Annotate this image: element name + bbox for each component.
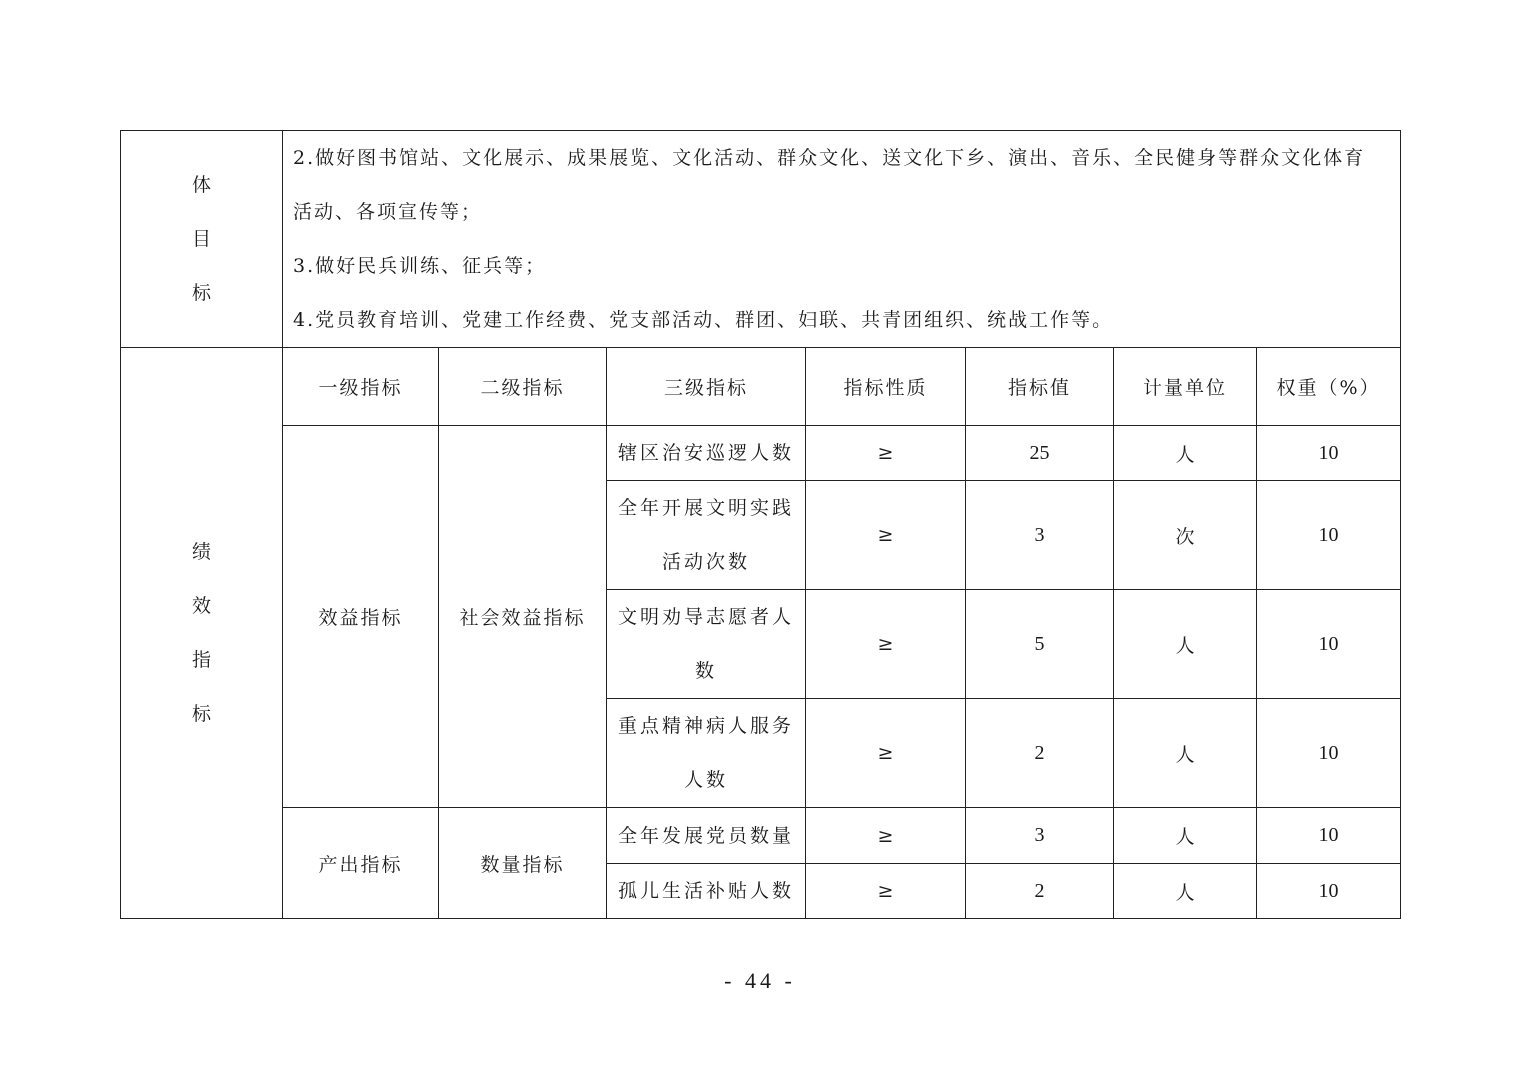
goal-line: 4.党员教育培训、党建工作经费、党支部活动、群团、妇联、共青团组织、统战工作等。 [293,309,1114,331]
level3-line: 全年发展党员数量 [617,824,794,847]
value-cell: 3 [966,808,1114,864]
header-unit: 计量单位 [1114,348,1257,426]
level3-line: 文明劝导志愿者人 [617,606,794,628]
unit-cell: 人 [1114,808,1257,864]
value-cell: 25 [966,426,1114,481]
level3-cell [607,426,806,481]
nature-cell: ≥ [806,481,966,590]
nature-cell: ≥ [806,699,966,808]
goals-label-char: 体 [191,174,211,196]
header-level3: 三级指标 [607,348,806,426]
level3-cell [607,590,806,699]
header-value: 指标值 [966,348,1114,426]
unit-cell: 次 [1114,481,1257,590]
header-row [121,348,1401,426]
header-weight: 权重（%） [1257,348,1401,426]
value-cell: 2 [966,864,1114,919]
level3-line: 重点精神病人服务 [617,715,794,737]
level1-cell: 产出指标 [283,808,439,919]
level3-line: 数 [694,660,717,682]
performance-label-char: 效 [191,595,211,617]
nature-cell: ≥ [806,590,966,699]
nature-cell: ≥ [806,808,966,864]
level2-cell: 社会效益指标 [439,426,607,808]
level2-cell: 数量指标 [439,808,607,919]
level3-line: 辖区治安巡逻人数 [617,442,794,464]
unit-cell: 人 [1114,426,1257,481]
level3-line: 活动次数 [661,551,750,573]
level3-line: 孤儿生活补贴人数 [617,880,794,902]
page-number: - 44 - [724,968,796,993]
header-level2: 二级指标 [439,348,607,426]
goals-label-char: 标 [191,282,211,304]
weight-cell: 10 [1257,699,1401,808]
level3-cell [607,699,806,808]
goals-row [121,131,1401,348]
performance-label-char: 标 [191,703,211,725]
value-cell: 2 [966,699,1114,808]
level1-cell: 效益指标 [283,426,439,808]
goal-line: 3.做好民兵训练、征兵等； [293,255,547,277]
goal-line: 活动、各项宣传等； [293,201,483,223]
header-nature: 指标性质 [806,348,966,426]
level3-line: 人数 [683,769,728,791]
unit-cell: 人 [1114,590,1257,699]
unit-cell: 人 [1114,699,1257,808]
weight-cell: 10 [1257,808,1401,864]
weight-cell: 10 [1257,426,1401,481]
goals-label-cell [121,131,283,348]
level3-line: 全年开展文明实践 [617,497,794,519]
goals-label-char: 目 [191,228,211,250]
weight-cell: 10 [1257,864,1401,919]
performance-table [120,130,1401,919]
value-cell: 5 [966,590,1114,699]
nature-cell: ≥ [806,426,966,481]
table-row [121,426,1401,481]
table-row [121,808,1401,864]
nature-cell: ≥ [806,864,966,919]
level3-cell [607,808,806,864]
unit-cell: 人 [1114,864,1257,919]
weight-cell: 10 [1257,481,1401,590]
weight-cell: 10 [1257,590,1401,699]
performance-label-char: 绩 [191,541,211,563]
level3-cell [607,481,806,590]
goals-content-cell [283,131,1401,348]
performance-label-char: 指 [191,649,211,671]
performance-label-cell [121,348,283,919]
header-level1: 一级指标 [283,348,439,426]
value-cell: 3 [966,481,1114,590]
level3-cell [607,864,806,919]
goal-line: 2.做好图书馆站、文化展示、成果展览、文化活动、群众文化、送文化下乡、演出、音乐、全民健身等群众文化体育 [293,147,1366,169]
